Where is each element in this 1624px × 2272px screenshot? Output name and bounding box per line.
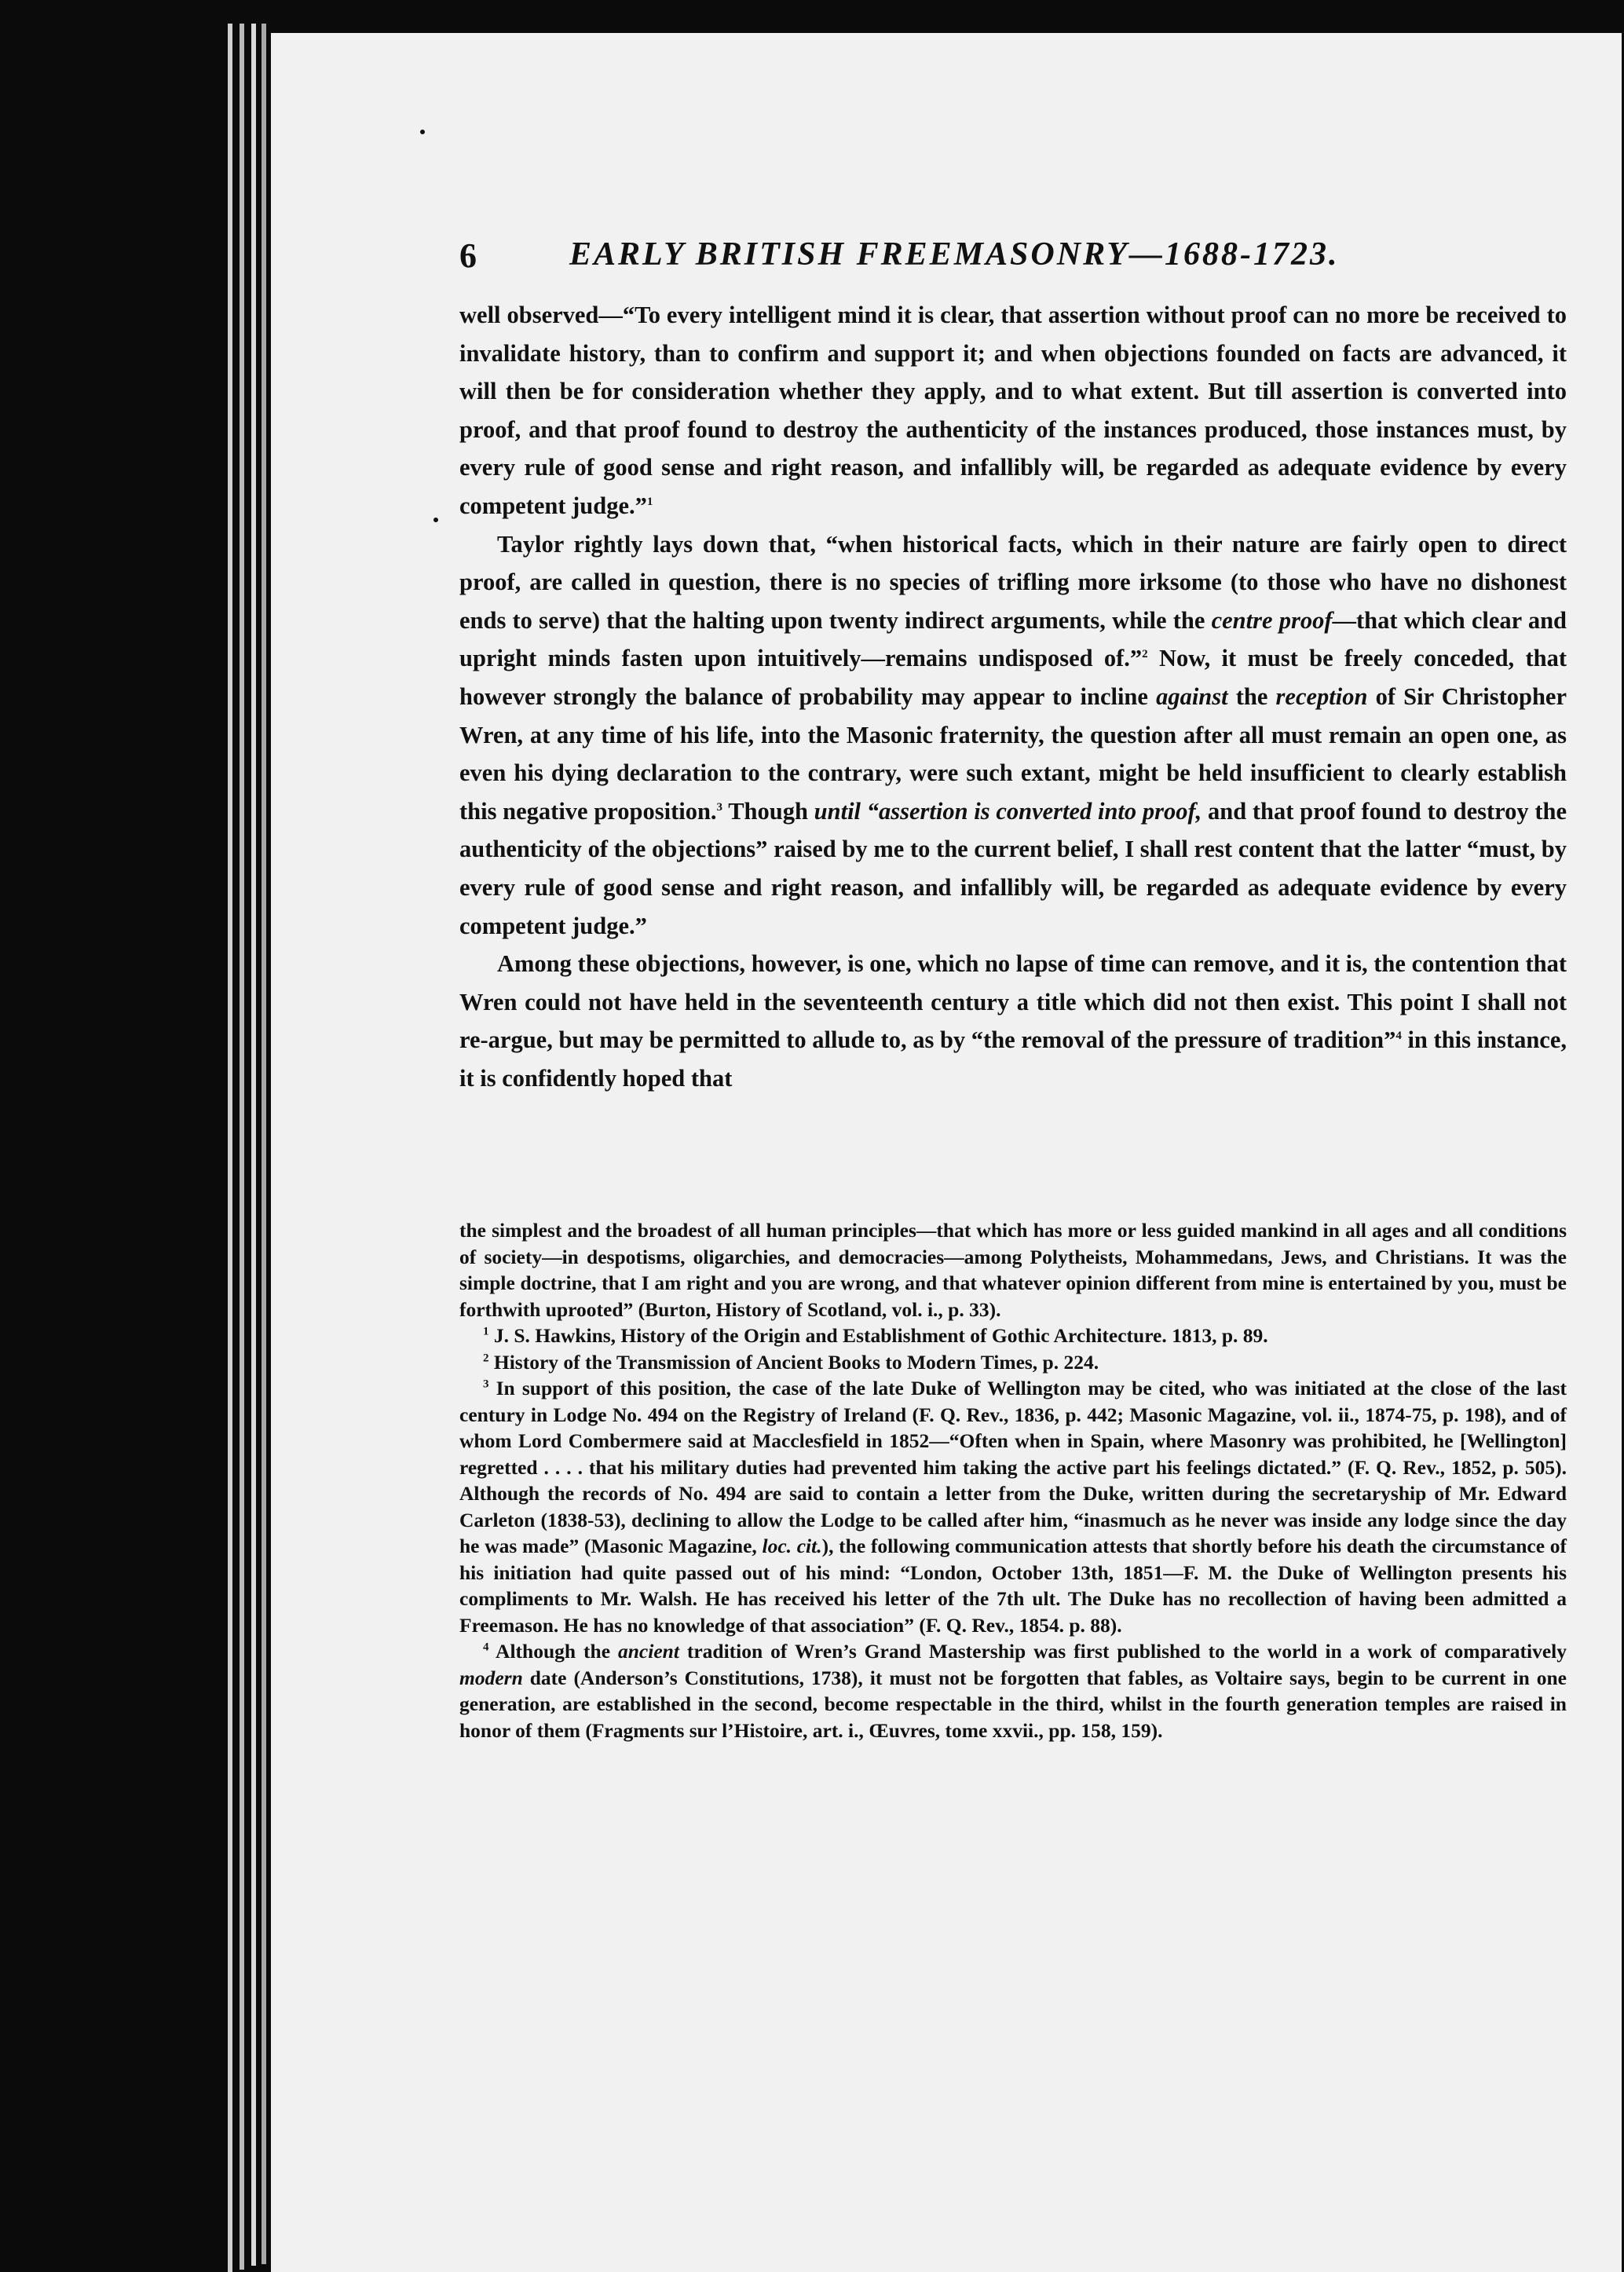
page-number: 6 <box>459 236 479 275</box>
footnote: $^3$ In support of this position, the case of the late Duke of Wellington may be cited, who was initiated at the close of the last century in Lodge No. 494 on the Registry of Ireland (F. Q. Rev., 1836, p. 442; Masonic Magazine, vol. ii., 1874-75, p. 198), and of whom Lord Combermere said at Macclesfield in 1852—“Often when in Spain, where Masonry was prohibited, he [Wellington] regretted . . . . that his military duties had prevented him taking the active part his feelings dictated.” (F. Q. Rev., 1852, p. 505). Although the records of No. 494 are said to contain a letter from the Duke, written during the secretaryship of Mr. Edward Carleton (1838-53), declining to allow the Lodge to be called after him, “inasmuch as he never was inside any lodge since the day he was made” (Masonic Magazine, loc. cit.), the following communication attests that shortly before his death the circumstance of his initiation had quite passed out of his mind: “London, October 13th, 1851—F. M. the Duke of Wellington presents his compliments to Mr. Walsh. He has received his letter of the 7th ult. The Duke has no recollection of having been admitted a Freemason. He has no knowledge of that association” (F. Q. Rev., 1854. p. 88). <box>459 1377 1567 1637</box>
footnote-continuation: the simplest and the broadest of all human principles—that which has more or less guided mankind in all ages and all conditions of society—in despotisms, oligarchies, and democracies—among Polytheists, Mohammedans, Jews, and Christians. It was the simple doctrine, that I am right and you are wrong, and that whatever opinion different from mine is entertained by you, must be forthwith uprooted” (Burton, History of Scotland, vol. i., p. 33). <box>459 1219 1567 1321</box>
footnote-ref: 3 <box>716 800 723 814</box>
footnote: $^4$ Although the ancient tradition of Wren’s Grand Mastership was first published to the world in a work of comparatively modern date (Anderson’s Constitutions, 1738), it must not be forgotten that fables, as Voltaire says, begin to be current in one generation, are established in the second, become respectable in the third, whilst in the fourth generation temples are raised in honor of them (Fragments sur l’Histoire, art. i., Œuvres, tome xxvii., pp. 158, 159). <box>459 1640 1567 1742</box>
footnotes <box>459 1217 1567 1743</box>
book-page-edge <box>262 24 266 2264</box>
book-page-edge <box>228 24 232 2272</box>
book-page-edge <box>240 24 244 2270</box>
footnote-ref: 2 <box>1142 648 1148 661</box>
paragraph: well observed—“To every intelligent mind it is clear, that assertion without proof can no more be received to invalidate history, than to confirm and support it; and when objections founded on facts are advanced, it will then be for consideration whether they apply, and to what extent. But till assertion is converted into proof, and that proof found to destroy the authenticity of the instances produced, those instances must, by every rule of good sense and right reason, and infallibly will, be regarded as adequate evidence by every competent judge.”$^1$ <box>459 302 1567 519</box>
paragraph: Among these objections, however, is one, which no lapse of time can remove, and it is, the contention that Wren could not have held in the seventeenth century a title which did not then exist. This point I shall not re-argue, but may be permitted to allude to, as by “the removal of the pressure of tradition”$^4$ in this instance, it is confidently hoped that <box>459 950 1567 1092</box>
ink-speck <box>420 130 425 134</box>
book-page-edge <box>251 24 256 2266</box>
running-title: EARLY BRITISH FREEMASONRY—1688-1723. <box>569 236 1340 273</box>
footnote: $^2$ History of the Transmission of Ancient Books to Modern Times, p. 224. <box>483 1350 1099 1374</box>
footnote-ref: 1 <box>646 495 653 508</box>
footnote: $^1$ J. S. Hawkins, History of the Origin and Establishment of Gothic Architecture. 1813, p. 89. <box>483 1324 1268 1347</box>
ink-speck <box>433 518 438 522</box>
main-text <box>459 296 1567 1097</box>
book-page <box>271 33 1622 2272</box>
running-head <box>459 236 1624 276</box>
footnote-ref: 4 <box>1395 1030 1402 1043</box>
paragraph: Taylor rightly lays down that, “when historical facts, which in their nature are fairly open to direct proof, are called in question, there is no species of trifling more irksome (to those who have no dishonest ends to serve) that the halting upon twenty indirect arguments, while the centre proof—that which clear and upright minds fasten upon intuitively—remains undisposed of.”$^2$ Now, it must be freely conceded, that however strongly the balance of probability may appear to incline against the reception of Sir Christopher Wren, at any time of his life, into the Masonic fraternity, the question after all must remain an open one, as even his dying declaration to the contrary, were such extant, might be held insufficient to clearly establish this negative proposition.$^3$ Though until “assertion is converted into proof, and that proof found to destroy the authenticity of the objections” raised by me to the current belief, I shall rest content that the latter “must, by every rule of good sense and right reason, and infallibly will, be regarded as adequate evidence by every competent judge.” <box>459 530 1567 939</box>
